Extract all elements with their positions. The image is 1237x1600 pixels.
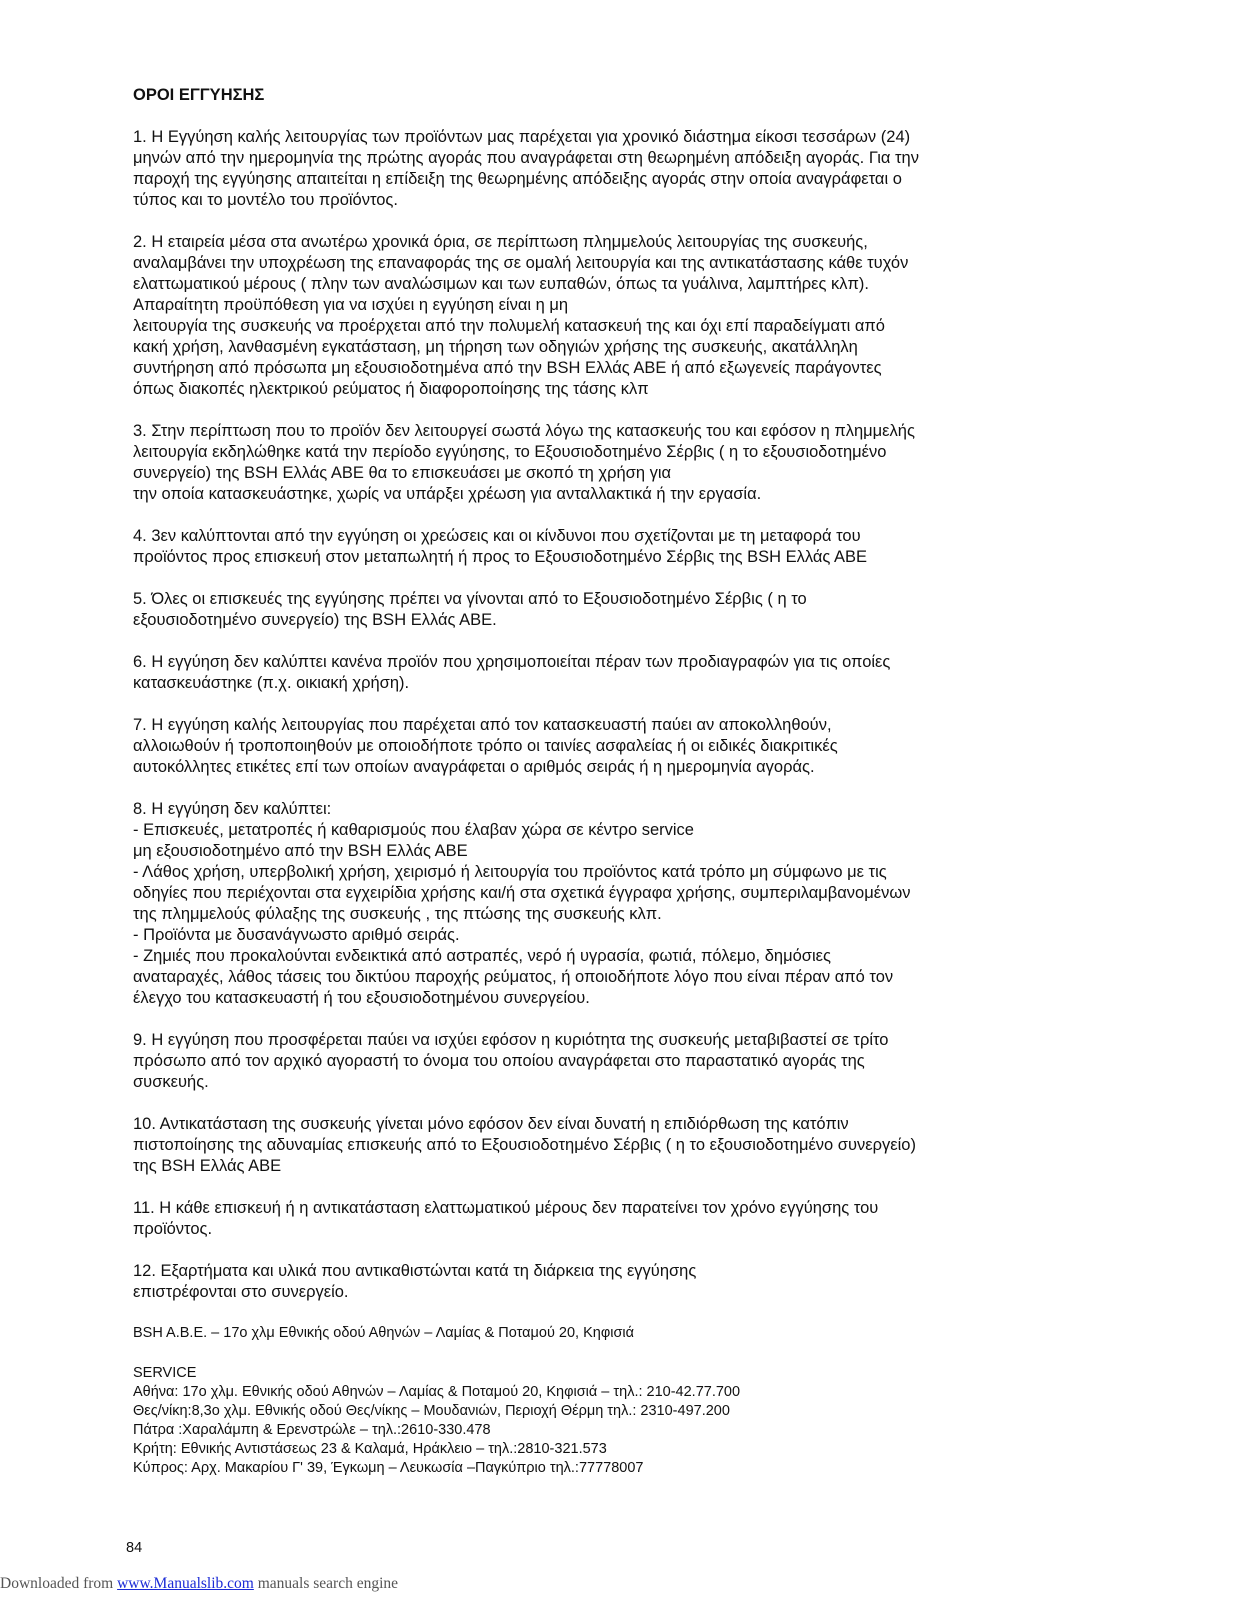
text-line: μη εξουσιοδοτημένο από την BSH Ελλάς ΑΒΕ [133, 842, 468, 860]
text-line: - Επισκευές, μετατροπές ή καθαρισμούς που έλαβαν χώρα σε κέντρο service [133, 821, 694, 839]
text-line: συνεργείο) της BSH Ελλάς ΑΒΕ θα το επισκευάσει με σκοπό τη χρήση για [133, 464, 672, 482]
text-line: - Λάθος χρήση, υπερβολική χρήση, χειρισμό ή λειτουργία του προϊόντος κατά τρόπο μη σύμφωνο με τις [133, 863, 887, 881]
text-line: 4. 3εν καλύπτονται από την εγγύηση οι χρεώσεις και οι κίνδυνοι που σχετίζονται με τη μεταφορά του [133, 527, 861, 545]
text-line: πιστοποίησης της αδυναμίας επισκευής από το Εξουσιοδοτημένο Σέρβις ( η το εξουσιοδοτημένο συνεργείο) [133, 1136, 916, 1154]
warranty-term-11 [133, 1198, 1133, 1240]
text-line: την οποία κατασκευάστηκε, χωρίς να υπάρξει χρέωση για ανταλλακτικά ή την εργασία. [133, 485, 762, 503]
warranty-term-5 [133, 589, 1133, 631]
text-line: οδηγίες που περιέχονται στα εγχειρίδια χρήσης και/ή στα σχετικά έγγραφα χρήσης, συμπεριλαμβανομένων [133, 884, 911, 902]
footer-suffix: manuals search engine [253, 1575, 399, 1592]
warranty-term-8 [133, 799, 1133, 1009]
text-line: 3. Στην περίπτωση που το προϊόν δεν λειτουργεί σωστά λόγω της κατασκευής του και εφόσον η πλημμελής [133, 422, 915, 440]
service-contact-line: Πάτρα :Χαραλάμπη & Ερενστρώλε – τηλ.:2610-330.478 [133, 1422, 491, 1438]
warranty-term-2 [133, 232, 1133, 400]
service-contact-list [133, 1383, 1133, 1478]
text-line: λειτουργία της συσκευής να προέρχεται από την πολυμελή κατασκευή της και όχι επί παραδείγματι από [133, 317, 885, 335]
document-title: ΟΡΟΙ ΕΓΓΥΗΣΗΣ [133, 86, 265, 104]
text-line: Απαραίτητη προϋπόθεση για να ισχύει η εγγύηση είναι η μη [133, 296, 569, 314]
text-line: 9. Η εγγύηση που προσφέρεται παύει να ισχύει εφόσον η κυριότητα της συσκευής μεταβιβαστεί σε τρίτο [133, 1031, 889, 1049]
warranty-term-1 [133, 127, 1133, 211]
text-line: όπως διακοπές ηλεκτρικού ρεύματος ή διαφοροποίησης της τάσης κλπ [133, 380, 649, 398]
text-line: παροχή της εγγύησης απαιτείται η επίδειξη της θεωρημένης απόδειξης αγοράς στην οποία αναγράφεται ο [133, 170, 902, 188]
warranty-term-9 [133, 1030, 1133, 1093]
warranty-term-3 [133, 421, 1133, 505]
text-line: κατασκευάστηκε (π.χ. οικιακή χρήση). [133, 674, 410, 692]
text-line: 2. Η εταιρεία μέσα στα ανωτέρω χρονικά όρια, σε περίπτωση πλημμελούς λειτουργίας της συσκευής, [133, 233, 868, 251]
company-address [133, 1324, 1133, 1343]
text-line: αλλοιωθούν ή τροποποιηθούν με οποιοδήποτε τρόπο οι ταινίες ασφαλείας ή οι ειδικές διακριτικές [133, 737, 838, 755]
text-line: προϊόντος προς επισκευή στον μεταπωλητή ή προς το Εξουσιοδοτημένο Σέρβις της BSH Ελλάς ΑΒΕ [133, 548, 868, 566]
text-line: - Ζημιές που προκαλούνται ενδεικτικά από αστραπές, νερό ή υγρασία, φωτιά, πόλεμο, δημόσιες [133, 947, 831, 965]
text-line: της BSH Ελλάς ΑΒΕ [133, 1157, 282, 1175]
text-line: 10. Αντικατάσταση της συσκευής γίνεται μόνο εφόσον δεν είναι δυνατή η επιδιόρθωση της κατόπιν [133, 1115, 849, 1133]
text-line: επιστρέφονται στο συνεργείο. [133, 1283, 349, 1301]
text-line: 11. Η κάθε επισκευή ή η αντικατάσταση ελαττωματικού μέρους δεν παρατείνει τον χρόνο εγγύησης του [133, 1199, 879, 1217]
text-line: προϊόντος. [133, 1220, 213, 1238]
text-line: κακή χρήση, λανθασμένη εγκατάσταση, μη τήρηση των οδηγιών χρήσης της συσκευής, ακατάλληλη [133, 338, 858, 356]
warranty-term-6 [133, 652, 1133, 694]
text-line: συσκευής. [133, 1073, 209, 1091]
service-heading: SERVICE [133, 1365, 197, 1381]
text-line: της πλημμελούς φύλαξης της συσκευής , της πτώσης της συσκευής κλπ. [133, 905, 662, 923]
text-line: συντήρηση από πρόσωπα μη εξουσιοδοτημένα από την BSH Ελλάς ΑΒΕ ή από εξωγενείς παράγοντες [133, 359, 882, 377]
text-line: 8. Η εγγύηση δεν καλύπτει: [133, 800, 332, 818]
text-line: 6. Η εγγύηση δεν καλύπτει κανένα προϊόν που χρησιμοποιείται πέραν των προδιαγραφών για τις οποίες [133, 653, 891, 671]
text-line: εξουσιοδοτημένο συνεργείο) της BSH Ελλάς ΑΒΕ. [133, 611, 497, 629]
page-number: 84 [126, 1540, 143, 1556]
text-line: πρόσωπο από τον αρχικό αγοραστή το όνομα του οποίου αναγράφεται στο παραστατικό αγοράς της [133, 1052, 865, 1070]
text-line: - Προϊόντα με δυσανάγνωστο αριθμό σειράς. [133, 926, 460, 944]
service-contact-line: Κύπρος: Αρχ. Μακαρίου Γ' 39, Έγκωμη – Λευκωσία –Παγκύπριο τηλ.:77778007 [133, 1460, 644, 1476]
text-line: λειτουργία εκδηλώθηκε κατά την περίοδο εγγύησης, το Εξουσιοδοτημένο Σέρβις ( η το εξουσιοδοτημένο [133, 443, 887, 461]
text-line: αναταραχές, λάθος τάσεις του δικτύου παροχής ρεύματος, ή οποιοδήποτε λόγο που είναι πέραν από τον [133, 968, 894, 986]
warranty-term-12 [133, 1261, 1133, 1303]
document-body [133, 85, 1133, 1478]
service-section [133, 1364, 1133, 1478]
footer-prefix: Downloaded from [0, 1575, 118, 1592]
service-contact-line: Κρήτη: Εθνικής Αντιστάσεως 23 & Καλαμά, Ηράκλειο – τηλ.:2810-321.573 [133, 1441, 607, 1457]
text-line: 1. Η Εγγύηση καλής λειτουργίας των προϊόντων μας παρέχεται για χρονικό διάστημα είκοσι τεσσάρων (24) [133, 128, 911, 146]
text-line: ελαττωματικού μέρους ( πλην των αναλώσιμων και των ευπαθών, όπως τα γυάλινα, λαμπτήρες κλπ). [133, 275, 869, 293]
text-line: αυτοκόλλητες ετικέτες επί των οποίων αναγράφεται ο αριθμός σειράς ή η ημερομηνία αγοράς. [133, 758, 815, 776]
warranty-terms-list [133, 127, 1133, 1303]
manualslib-link[interactable]: www.Manualslib.com [117, 1575, 254, 1592]
text-line: 12. Εξαρτήματα και υλικά που αντικαθιστώνται κατά τη διάρκεια της εγγύησης [133, 1262, 697, 1280]
warranty-term-10 [133, 1114, 1133, 1177]
warranty-term-4 [133, 526, 1133, 568]
text-line: έλεγχο του κατασκευαστή ή του εξουσιοδοτημένου συνεργείου. [133, 989, 590, 1007]
warranty-term-7 [133, 715, 1133, 778]
text-line: 5. Όλες οι επισκευές της εγγύησης πρέπει να γίνονται από το Εξουσιοδοτημένο Σέρβις ( η το [133, 590, 807, 608]
text-line: αναλαμβάνει την υποχρέωση της επαναφοράς της σε ομαλή λειτουργία και της αντικατάστασης κάθε τυχόν [133, 254, 909, 272]
text-line: τύπος και το μοντέλο του προϊόντος. [133, 191, 398, 209]
service-contact-line: Θες/νίκη:8,3ο χλμ. Εθνικής οδού Θες/νίκης – Μουδανιών, Περιοχή Θέρμη τηλ.: 2310-497.200 [133, 1403, 730, 1419]
text-line: 7. Η εγγύηση καλής λειτουργίας που παρέχεται από τον κατασκευαστή παύει αν αποκολληθούν, [133, 716, 832, 734]
service-contact-line: Αθήνα: 17ο χλμ. Εθνικής οδού Αθηνών – Λαμίας & Ποταμού 20, Κηφισιά – τηλ.: 210-42.77.700 [133, 1384, 741, 1400]
download-footer [0, 1574, 398, 1594]
company-address-line: BSH A.B.E. – 17ο χλμ Εθνικής οδού Αθηνών – Λαμίας & Ποταμού 20, Κηφισιά [133, 1325, 635, 1341]
text-line: μηνών από την ημερομηνία της πρώτης αγοράς που αναγράφεται στη θεωρημένη απόδειξη αγοράς. Για την [133, 149, 919, 167]
